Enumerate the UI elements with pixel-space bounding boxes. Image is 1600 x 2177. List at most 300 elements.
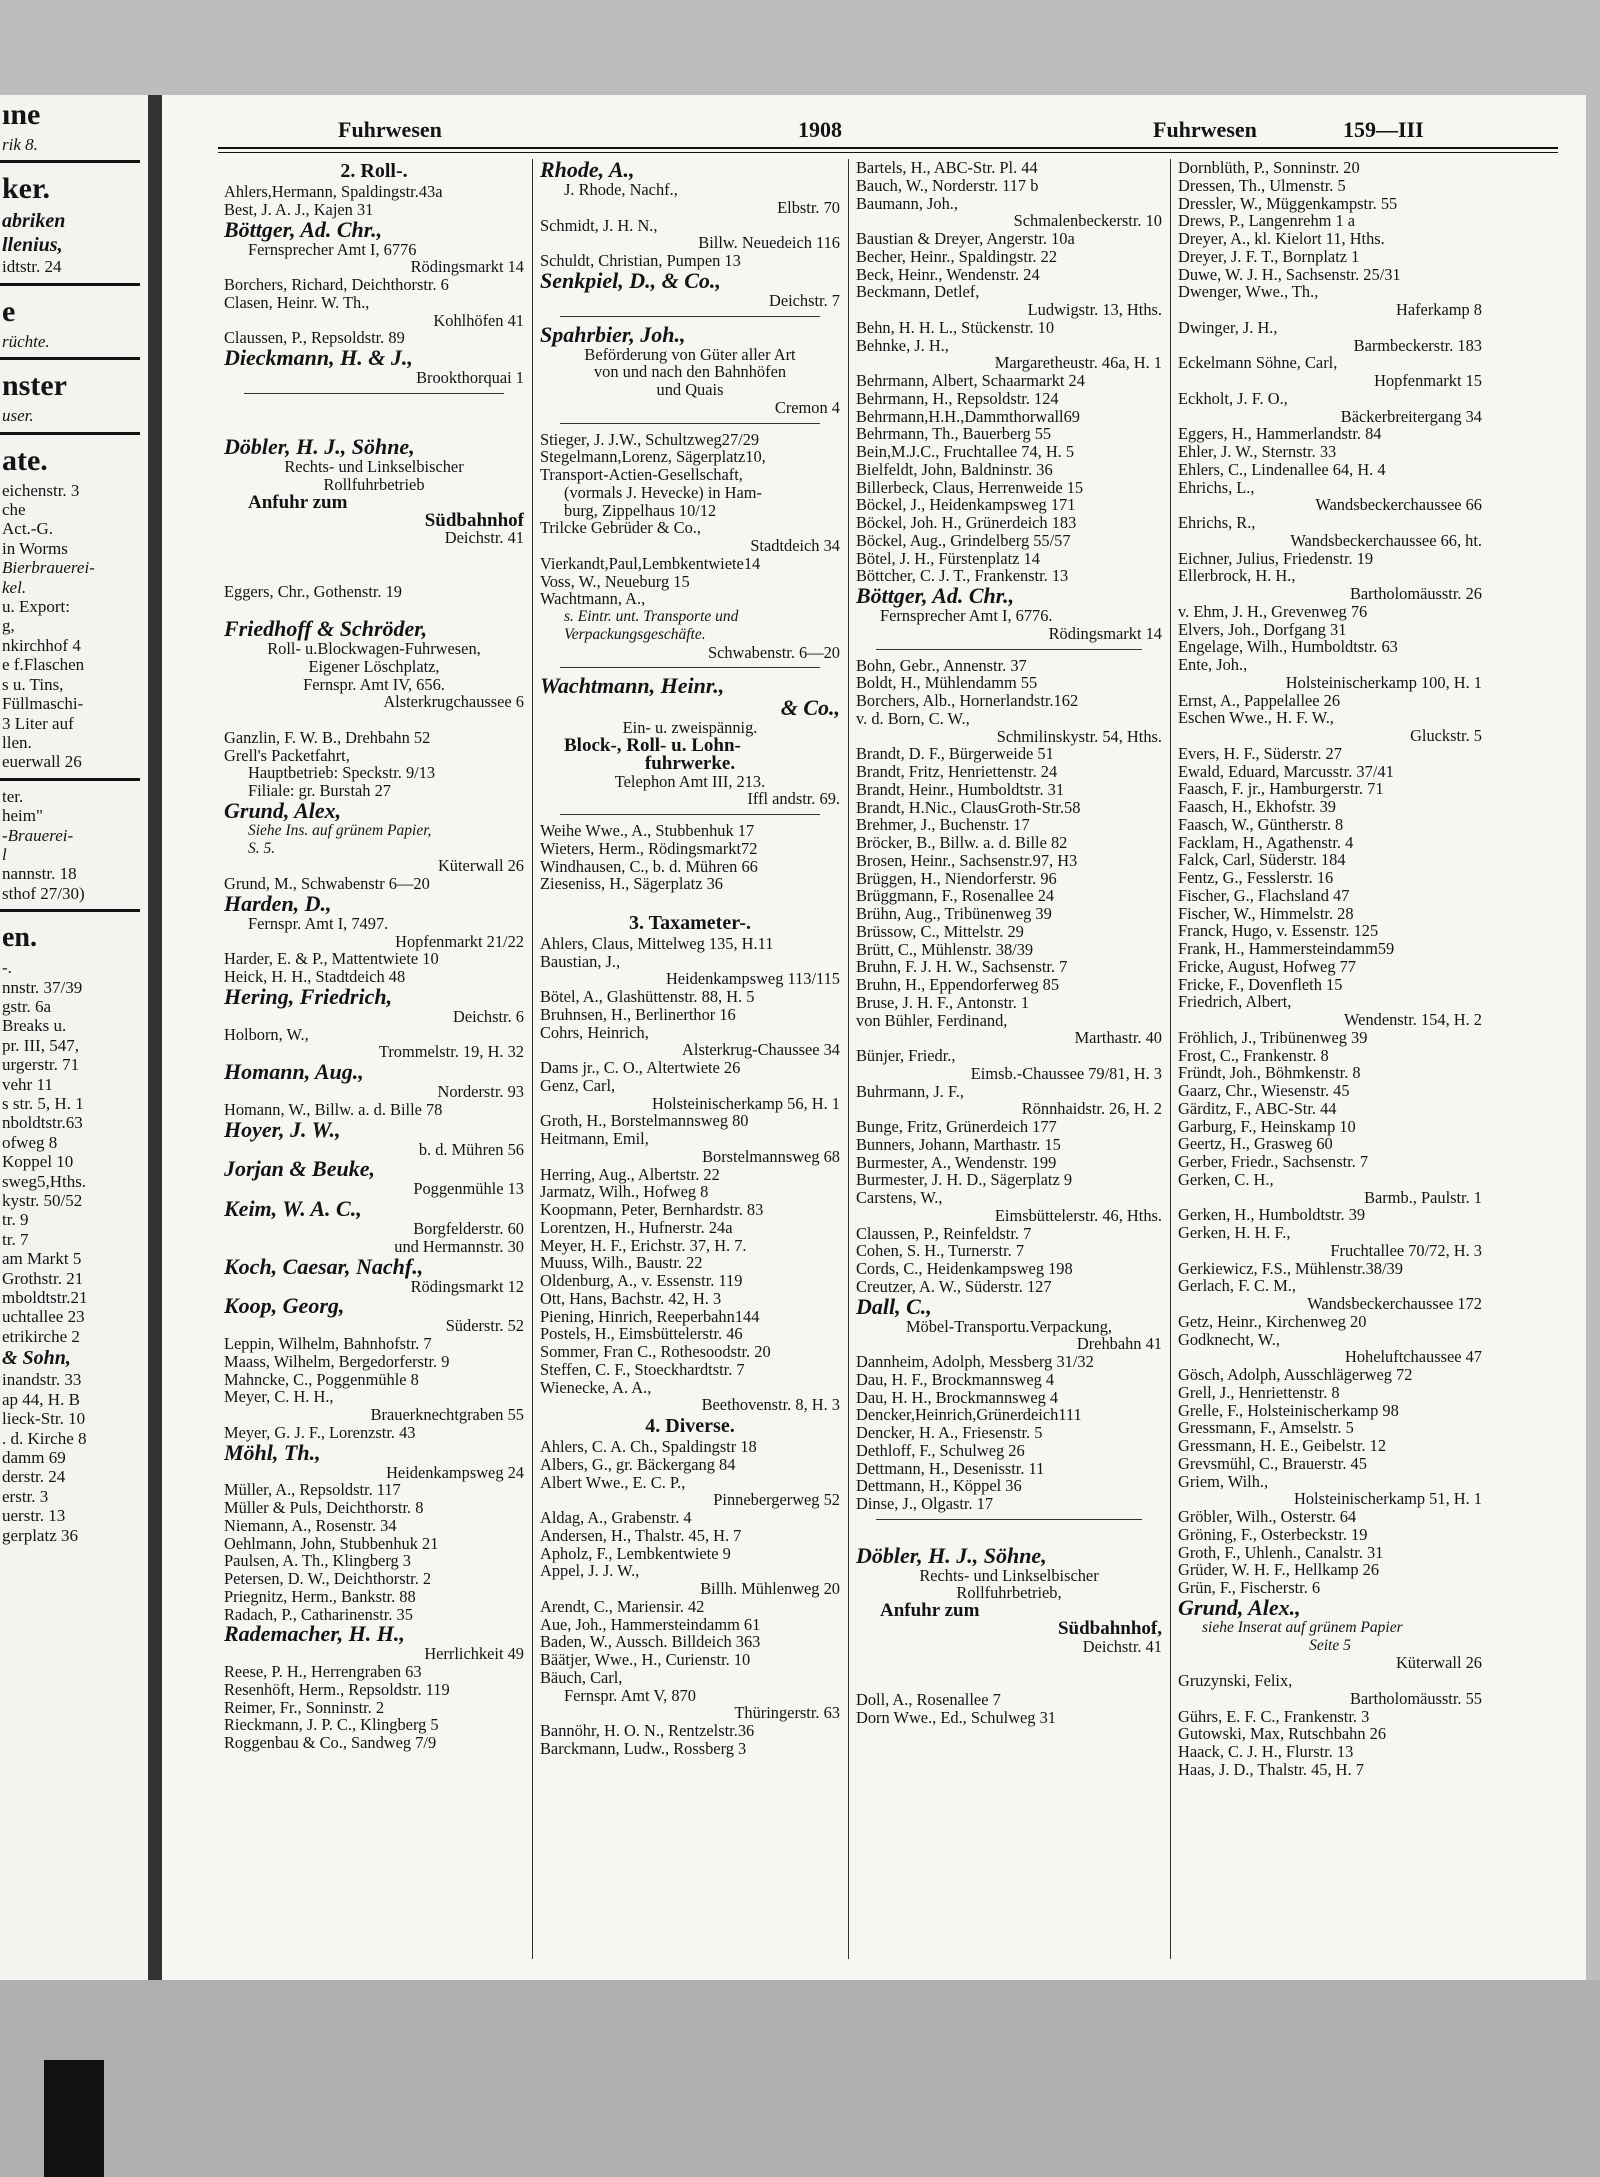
directory-entry: Haas, J. D., Thalstr. 45, H. 7 bbox=[1178, 1759, 1364, 1779]
address-continuation: Deichstr. 41 bbox=[444, 528, 524, 548]
advert-text: Rollfuhrbetrieb bbox=[323, 475, 425, 494]
directory-entry: Ellerbrock, H. H., bbox=[1178, 566, 1296, 586]
directory-entry: Faasch, F. jr., Hamburgerstr. 71 bbox=[1178, 779, 1384, 799]
advert-note: Siehe Ins. auf grünem Papier, bbox=[248, 821, 432, 839]
directory-entry: Heitmann, Emil, bbox=[540, 1129, 649, 1148]
directory-entry: Boldt, H., Mühlendamm 55 bbox=[856, 673, 1038, 693]
directory-entry: Albers, G., gr. Bäckergang 84 bbox=[540, 1454, 736, 1474]
directory-entry: Genz, Carl, bbox=[540, 1075, 616, 1095]
address-continuation: Wendenstr. 154, H. 2 bbox=[1344, 1010, 1482, 1029]
directory-entry: Petersen, D. W., Deichthorstr. 2 bbox=[224, 1569, 432, 1588]
directory-entry: v. d. Born, C. W., bbox=[856, 708, 970, 728]
address-continuation: Schmalenbeckerstr. 10 bbox=[1013, 211, 1162, 231]
address-continuation: Rödingsmarkt 14 bbox=[1048, 623, 1162, 643]
directory-entry: Andersen, H., Thalstr. 45, H. 7 bbox=[540, 1525, 742, 1545]
directory-entry: Leppin, Wilhelm, Bahnhofstr. 7 bbox=[224, 1334, 432, 1353]
directory-entry: Steffen, C. F., Stoeckhardtstr. 7 bbox=[540, 1359, 745, 1379]
section-heading: 3. Taxameter-. bbox=[628, 911, 751, 934]
directory-entry: Appel, J. J. W., bbox=[540, 1561, 640, 1581]
facing-page-line: g, bbox=[2, 616, 15, 636]
directory-entry: Borchers, Richard, Deichthorstr. 6 bbox=[224, 275, 449, 294]
firm-name: Döbler, H. J., Söhne, bbox=[856, 1542, 1047, 1568]
directory-entry: Dams jr., C. O., Altertwiete 26 bbox=[540, 1058, 741, 1077]
facing-page-line: s u. Tins, bbox=[2, 674, 64, 694]
address-continuation: Billw. Neuedeich 116 bbox=[698, 233, 840, 253]
directory-entry: Fröhlich, J., Tribünenweg 39 bbox=[1178, 1027, 1368, 1047]
address-continuation: Pinnebergerweg 52 bbox=[713, 1490, 840, 1510]
directory-entry: Bartels, H., ABC-Str. Pl. 44 bbox=[856, 159, 1038, 177]
directory-entry: Dreyer, J. F. T., Bornplatz 1 bbox=[1178, 246, 1360, 266]
directory-entry: Grevsmühl, C., Brauerstr. 45 bbox=[1178, 1453, 1367, 1473]
separator-rule bbox=[560, 423, 820, 425]
facing-page-line: damm 69 bbox=[2, 1447, 66, 1467]
facing-page-line: erstr. 3 bbox=[2, 1486, 49, 1506]
entry-detail: (vormals J. Hevecke) in Ham- bbox=[564, 482, 762, 502]
address-continuation: Margaretheustr. 46a, H. 1 bbox=[994, 353, 1162, 373]
directory-entry: Dwinger, J. H., bbox=[1178, 317, 1278, 337]
directory-entry: Müller & Puls, Deichthorstr. 8 bbox=[224, 1498, 424, 1517]
directory-entry: Brühn, Aug., Tribünenweg 39 bbox=[856, 904, 1052, 923]
directory-entry: Bannöhr, H. O. N., Rentzelstr.36 bbox=[540, 1721, 755, 1740]
firm-name: Grund, Alex., bbox=[1178, 1594, 1301, 1620]
directory-entry bbox=[224, 547, 524, 565]
directory-entry: Faasch, H., Ekhofstr. 39 bbox=[1178, 797, 1336, 816]
directory-entry: Ahlers,Hermann, Spaldingstr.43a bbox=[224, 182, 443, 201]
facing-page-line: llen. bbox=[2, 732, 32, 752]
address-continuation: Thüringerstr. 63 bbox=[734, 1703, 840, 1723]
directory-entry: Dorn Wwe., Ed., Schulweg 31 bbox=[856, 1707, 1056, 1727]
facing-page-line: eichenstr. 3 bbox=[2, 480, 80, 500]
firm-name: Rhode, A., bbox=[540, 159, 635, 182]
advert-text: Möbel-Transportu.Verpackung, bbox=[905, 1316, 1113, 1336]
firm-name: Koch, Caesar, Nachf., bbox=[224, 1253, 424, 1279]
directory-entry: Bröcker, B., Billw. a. d. Bille 82 bbox=[856, 833, 1068, 852]
facing-page-line: 3 Liter auf bbox=[2, 713, 74, 733]
directory-entry: Brosen, Heinr., Sachsenstr.97, H3 bbox=[856, 850, 1078, 870]
address-continuation: Deichstr. 6 bbox=[452, 1006, 524, 1026]
address-continuation: Brookthorquai 1 bbox=[416, 368, 524, 387]
directory-entry: Burmester, J. H. D., Sägerplatz 9 bbox=[856, 1170, 1073, 1190]
facing-page-line: mboldtstr.21 bbox=[2, 1288, 88, 1308]
separator-rule bbox=[876, 1519, 1142, 1521]
directory-entry: Roggenbau & Co., Sandweg 7/9 bbox=[224, 1733, 437, 1752]
directory-entry: Reese, P. H., Herrengraben 63 bbox=[224, 1662, 422, 1681]
address-continuation: Hoheluftchaussee 47 bbox=[1345, 1347, 1482, 1367]
facing-page-line: & Sohn, bbox=[2, 1347, 71, 1370]
header-rule-thin bbox=[218, 152, 1558, 153]
directory-entry: Eggers, H., Hammerlandstr. 84 bbox=[1178, 424, 1382, 444]
directory-entry: Maass, Wilhelm, Bergedorferstr. 9 bbox=[224, 1351, 450, 1371]
facing-page-line: e f.Flaschen bbox=[2, 655, 85, 675]
advert-text: Roll- u.Blockwagen-Fuhrwesen, bbox=[267, 639, 481, 658]
directory-entry: Falck, Carl, Süderstr. 184 bbox=[1178, 850, 1346, 870]
directory-entry: Gressmann, H. E., Geibelstr. 12 bbox=[1178, 1436, 1387, 1455]
address-continuation: Drehbahn 41 bbox=[1076, 1334, 1162, 1354]
advert-bold: Anfuhr zum bbox=[248, 491, 348, 513]
directory-entry: Geertz, H., Grasweg 60 bbox=[1178, 1134, 1333, 1154]
directory-entry: Aue, Joh., Hammersteindamm 61 bbox=[540, 1614, 761, 1634]
address-continuation: Hopfenmarkt 15 bbox=[1374, 371, 1482, 390]
directory-entry: Behrmann, Th., Bauerberg 55 bbox=[856, 424, 1052, 444]
directory-entry: Engelage, Wilh., Humboldtstr. 63 bbox=[1178, 637, 1398, 657]
address-continuation: Heidenkampsweg 24 bbox=[386, 1462, 524, 1482]
address-continuation: Wandsbeckerchaussee 172 bbox=[1307, 1294, 1482, 1313]
address-continuation: Cremon 4 bbox=[774, 397, 840, 417]
facing-page-line: user. bbox=[2, 406, 34, 426]
directory-entry: Faasch, W., Güntherstr. 8 bbox=[1178, 814, 1344, 834]
scan-margin bbox=[0, 1980, 1600, 2177]
directory-entry: Behrmann,H.H.,Dammthorwall69 bbox=[856, 406, 1080, 426]
facing-page-line: inandstr. 33 bbox=[2, 1370, 82, 1390]
directory-entry: Bauch, W., Norderstr. 117 b bbox=[856, 175, 1039, 195]
facing-page-line: tr. 9 bbox=[2, 1210, 29, 1230]
directory-entry: Drews, P., Langenrehm 1 a bbox=[1178, 211, 1356, 231]
directory-entry: Franck, Hugo, v. Essenstr. 125 bbox=[1178, 921, 1379, 941]
address-continuation: Alsterkrug-Chaussee 34 bbox=[682, 1040, 840, 1060]
directory-entry: Bäuch, Carl, bbox=[540, 1667, 623, 1687]
directory-entry: Beckmann, Detlef, bbox=[856, 282, 980, 302]
directory-entry: Apholz, F., Lembkentwiete 9 bbox=[540, 1543, 731, 1563]
separator-rule bbox=[876, 649, 1142, 651]
directory-entry: Best, J. A. J., Kajen 31 bbox=[224, 199, 374, 219]
entry-detail: Fernsprecher Amt I, 6776 bbox=[248, 239, 417, 259]
directory-entry: Ehlers, C., Lindenallee 64, H. 4 bbox=[1178, 459, 1386, 479]
directory-entry: Gruzynski, Felix, bbox=[1178, 1671, 1293, 1690]
address-continuation: Deichstr. 41 bbox=[1082, 1636, 1162, 1656]
firm-name: Dall, C., bbox=[856, 1293, 932, 1319]
firm-name: Böttger, Ad. Chr., bbox=[224, 216, 383, 242]
address-continuation: Beethovenstr. 8, H. 3 bbox=[701, 1395, 840, 1415]
facing-page-line: Act.-G. bbox=[2, 519, 53, 539]
address-continuation: Brauerknechtgraben 55 bbox=[370, 1405, 524, 1424]
facing-page-line: rüchte. bbox=[2, 331, 50, 351]
directory-entry: Bruhnsen, H., Berlinerthor 16 bbox=[540, 1004, 736, 1024]
firm-name: Senkpiel, D., & Co., bbox=[540, 267, 721, 293]
directory-entry: Brandt, Heinr., Humboldtstr. 31 bbox=[856, 779, 1065, 799]
address-continuation: Trommelstr. 19, H. 32 bbox=[378, 1042, 524, 1062]
directory-entry: Frank, H., Hammersteindamm59 bbox=[1178, 939, 1395, 958]
directory-entry: Arendt, C., Mariensir. 42 bbox=[540, 1596, 705, 1616]
directory-entry: Haack, C. J. H., Flurstr. 13 bbox=[1178, 1742, 1354, 1761]
column-divider bbox=[1170, 159, 1171, 1959]
directory-entry: Eckholt, J. F. O., bbox=[1178, 388, 1288, 408]
address-continuation: b. d. Mühren 56 bbox=[418, 1139, 524, 1159]
firm-name: Wachtmann, Heinr., bbox=[540, 673, 725, 699]
directory-entry: Eckelmann Söhne, Carl, bbox=[1178, 353, 1338, 373]
directory-entry: Holborn, W., bbox=[224, 1024, 309, 1044]
directory-entry: Wieters, Herm., Rödingsmarkt72 bbox=[540, 838, 758, 858]
running-head-right: Fuhrwesen bbox=[1153, 117, 1257, 142]
advert-text: Ein- u. zweispännig. bbox=[622, 718, 758, 738]
directory-entry: von Bühler, Ferdinand, bbox=[856, 1010, 1008, 1030]
directory-entry: Vierkandt,Paul,Lembkentwiete14 bbox=[540, 553, 761, 573]
directory-entry: Meyer, H. F., Erichstr. 37, H. 7. bbox=[540, 1235, 747, 1255]
firm-name: Hering, Friedrich, bbox=[224, 983, 393, 1009]
firm-name: Spahrbier, Joh., bbox=[540, 321, 686, 347]
advert-note: Verpackungsgeschäfte. bbox=[564, 625, 706, 643]
directory-entry: Creutzer, A. W., Süderstr. 127 bbox=[856, 1276, 1052, 1296]
facing-page-line: nkirchhof 4 bbox=[2, 635, 81, 655]
directory-entry: Rieckmann, J. P. C., Klingberg 5 bbox=[224, 1715, 439, 1735]
directory-entry: Burmester, A., Wendenstr. 199 bbox=[856, 1152, 1057, 1172]
directory-entry: Herring, Aug., Albertstr. 22 bbox=[540, 1164, 720, 1184]
directory-entry: Claussen, P., Reinfeldstr. 7 bbox=[856, 1223, 1032, 1243]
advert-bold: Südbahnhof, bbox=[1057, 1617, 1162, 1639]
directory-entry: Mahncke, C., Poggenmühle 8 bbox=[224, 1369, 419, 1389]
address-continuation: Küterwall 26 bbox=[437, 856, 524, 876]
firm-name: Möhl, Th., bbox=[224, 1439, 321, 1465]
facing-page-line: derstr. 24 bbox=[2, 1467, 66, 1487]
directory-entry: Cohen, S. H., Turnerstr. 7 bbox=[856, 1241, 1025, 1261]
facing-page-line: che bbox=[2, 500, 26, 520]
directory-entry bbox=[856, 1655, 1162, 1673]
facing-page-line: l bbox=[2, 844, 7, 864]
directory-entry: Brehmer, J., Buchenstr. 17 bbox=[856, 815, 1030, 835]
rule bbox=[0, 160, 140, 163]
facing-page-line: kystr. 50/52 bbox=[2, 1191, 83, 1211]
running-head-left: Fuhrwesen bbox=[338, 117, 442, 142]
entry-detail: Fernspr. Amt V, 870 bbox=[564, 1685, 696, 1705]
directory-entry: Harder, E. & P., Mattentwiete 10 bbox=[224, 949, 439, 969]
advert-text: Telephon Amt III, 213. bbox=[614, 771, 766, 791]
column-divider bbox=[848, 159, 849, 1959]
directory-entry: Böckel, Aug., Grindelberg 55/57 bbox=[856, 530, 1071, 550]
facing-page-line: Füllmaschi- bbox=[2, 694, 84, 714]
directory-entry: Gröning, F., Osterbeckstr. 19 bbox=[1178, 1524, 1368, 1544]
facing-page-line: ate. bbox=[2, 443, 48, 477]
advert-text: und Quais bbox=[656, 380, 724, 399]
page-header bbox=[218, 117, 1558, 157]
directory-entry: Gaarz, Chr., Wiesenstr. 45 bbox=[1178, 1081, 1350, 1100]
directory-entry: Gerlach, F. C. M., bbox=[1178, 1276, 1296, 1296]
directory-entry: Ott, Hans, Bachstr. 42, H. 3 bbox=[540, 1288, 722, 1308]
directory-entry: Bruhn, F. J. H. W., Sachsenstr. 7 bbox=[856, 957, 1068, 977]
address-continuation: Elbstr. 70 bbox=[777, 197, 840, 217]
directory-entry: Böckel, J., Heidenkampsweg 171 bbox=[856, 495, 1076, 515]
separator-rule bbox=[560, 667, 820, 669]
advert-note: s. Eintr. unt. Transporte und bbox=[564, 608, 739, 625]
address-continuation: Holsteinischerkamp 100, H. 1 bbox=[1285, 672, 1482, 692]
directory-entry: Grüder, W. H. F., Hellkamp 26 bbox=[1178, 1560, 1380, 1580]
entry-detail: Fernspr. Amt I, 7497. bbox=[248, 913, 389, 933]
advert-bold: Block-, Roll- u. Lohn- bbox=[564, 735, 741, 756]
directory-entry: Buhrmann, J. F., bbox=[856, 1081, 964, 1101]
facing-page-line: s str. 5, H. 1 bbox=[2, 1094, 84, 1113]
firm-name: Homann, Aug., bbox=[224, 1059, 364, 1084]
rule bbox=[0, 357, 140, 360]
directory-entry: Behnke, J. H., bbox=[856, 335, 949, 355]
directory-entry: Ewald, Eduard, Marcusstr. 37/41 bbox=[1178, 761, 1394, 781]
directory-entry: Gerken, H. H. F., bbox=[1178, 1223, 1291, 1242]
directory-entry: Gerkiewicz, F.S., Mühlenstr.38/39 bbox=[1178, 1258, 1403, 1278]
entry-detail: Hauptbetrieb: Speckstr. 9/13 bbox=[248, 763, 436, 783]
directory-entry: Cohrs, Heinrich, bbox=[540, 1022, 649, 1042]
directory-entry: Meyer, G. J. F., Lorenzstr. 43 bbox=[224, 1422, 416, 1442]
directory-entry bbox=[224, 401, 524, 419]
directory-entry: Ahlers, C. A. Ch., Spaldingstr 18 bbox=[540, 1437, 757, 1456]
directory-entry: Bötel, J. H., Fürstenplatz 14 bbox=[856, 548, 1040, 568]
facing-page-line: sweg5,Hths. bbox=[2, 1171, 87, 1191]
facing-page-line: uchtallee 23 bbox=[2, 1307, 85, 1327]
facing-page-line: pr. III, 547, bbox=[2, 1035, 79, 1055]
facing-page-line: nannstr. 18 bbox=[2, 864, 77, 884]
column-divider bbox=[532, 159, 533, 1959]
directory-entry: Böckel, Joh. H., Grünerdeich 183 bbox=[856, 513, 1077, 532]
directory-entry: Eschen Wwe., H. F. W., bbox=[1178, 708, 1334, 728]
separator-rule bbox=[244, 393, 504, 395]
address-continuation: Barmbeckerstr. 183 bbox=[1353, 335, 1482, 355]
address-continuation: Eimsb.-Chaussee 79/81, H. 3 bbox=[970, 1063, 1162, 1083]
facing-page-line: sthof 27/30) bbox=[2, 883, 85, 903]
directory-entry bbox=[540, 893, 840, 911]
facing-page-line: nster bbox=[2, 369, 67, 403]
directory-entry: Transport-Actien-Gesellschaft, bbox=[540, 465, 743, 484]
directory-entry bbox=[856, 1527, 1162, 1545]
advert-note: Seite 5 bbox=[1309, 1636, 1351, 1654]
address-continuation: Hopfenmarkt 21/22 bbox=[395, 931, 524, 951]
facing-page-line: u. Export: bbox=[2, 597, 70, 617]
facing-page-line: lieck-Str. 10 bbox=[2, 1409, 86, 1429]
directory-entry: Aldag, A., Grabenstr. 4 bbox=[540, 1508, 692, 1527]
rule bbox=[0, 283, 140, 286]
directory-entry: Borchers, Alb., Hornerlandstr.162 bbox=[856, 691, 1079, 710]
facing-page-line: Grothstr. 21 bbox=[2, 1268, 84, 1288]
directory-entry: Dannheim, Adolph, Messberg 31/32 bbox=[856, 1352, 1094, 1371]
directory-entry: Stegelmann,Lorenz, Sägerplatz10, bbox=[540, 447, 766, 467]
address-continuation: Deichstr. 7 bbox=[768, 290, 840, 310]
facing-page-line: ker. bbox=[2, 172, 51, 206]
directory-entry: Dressen, Th., Ulmenstr. 5 bbox=[1178, 175, 1346, 195]
address-continuation: Borgfelderstr. 60 bbox=[413, 1219, 524, 1238]
facing-page-line: e bbox=[2, 294, 16, 328]
directory-entry: Eggers, Chr., Gothenstr. 19 bbox=[224, 581, 403, 601]
directory-entry: Grün, F., Fischerstr. 6 bbox=[1178, 1578, 1321, 1597]
directory-entry: Dencker,Heinrich,Grünerdeich111 bbox=[856, 1405, 1082, 1425]
advert-text: von und nach den Bahnhöfen bbox=[593, 362, 787, 382]
directory-entry: Groth, F., Uhlenh., Canalstr. 31 bbox=[1178, 1542, 1384, 1562]
firm-name: Dieckmann, H. & J., bbox=[224, 345, 413, 370]
firm-name: Hoyer, J. W., bbox=[224, 1116, 341, 1142]
directory-entry: Friedrich, Albert, bbox=[1178, 992, 1292, 1012]
directory-entry: Voss, W., Neueburg 15 bbox=[540, 571, 690, 591]
year: 1908 bbox=[798, 117, 842, 142]
directory-entry: Bäätjer, Wwe., H., Curienstr. 10 bbox=[540, 1650, 751, 1669]
directory-entry: Niemann, A., Rosenstr. 34 bbox=[224, 1515, 397, 1535]
address-continuation: Bäckerbreitergang 34 bbox=[1340, 406, 1482, 426]
directory-entry: Gressmann, F., Amselstr. 5 bbox=[1178, 1418, 1354, 1438]
rule bbox=[0, 909, 140, 912]
directory-entry: Bötel, A., Glashüttenstr. 88, H. 5 bbox=[540, 987, 755, 1006]
directory-entry: Griem, Wilh., bbox=[1178, 1471, 1269, 1491]
advert-text: Beförderung von Güter aller Art bbox=[584, 344, 796, 364]
directory-entry: Billerbeck, Claus, Herrenweide 15 bbox=[856, 477, 1084, 497]
directory-entry: Elvers, Joh., Dorfgang 31 bbox=[1178, 619, 1347, 639]
directory-entry: Gerken, C. H., bbox=[1178, 1169, 1274, 1189]
directory-entry: Claussen, P., Repsoldstr. 89 bbox=[224, 328, 405, 348]
facing-page-line: in Worms bbox=[2, 538, 68, 558]
address-continuation: Bartholomäusstr. 55 bbox=[1349, 1688, 1482, 1708]
facing-page-line: ter. bbox=[2, 786, 24, 806]
facing-page-line: llenius, bbox=[2, 234, 63, 257]
address-continuation: Poggenmühle 13 bbox=[413, 1179, 524, 1199]
separator-rule bbox=[560, 316, 820, 318]
address-continuation: Wandsbeckerchaussee 66 bbox=[1315, 495, 1482, 515]
address-continuation: Alsterkrugchaussee 6 bbox=[383, 692, 524, 712]
facing-page-line: nnstr. 37/39 bbox=[2, 977, 83, 997]
address-continuation: Ludwigstr. 13, Hths. bbox=[1027, 300, 1162, 319]
directory-entry: Barckmann, Ludw., Rossberg 3 bbox=[540, 1738, 747, 1758]
facing-page-line: am Markt 5 bbox=[2, 1249, 82, 1269]
directory-entry: Evers, H. F., Süderstr. 27 bbox=[1178, 743, 1342, 763]
facing-page-line: etrikirche 2 bbox=[2, 1326, 80, 1346]
firm-name: Koop, Georg, bbox=[224, 1293, 345, 1319]
directory-entry: Baumann, Joh., bbox=[856, 193, 958, 213]
rule bbox=[0, 778, 140, 781]
directory-entry: Baden, W., Aussch. Billdeich 363 bbox=[540, 1632, 761, 1652]
directory-entry: Gröbler, Wilh., Osterstr. 64 bbox=[1178, 1507, 1357, 1526]
directory-entry: Dettmann, H., Köppel 36 bbox=[856, 1476, 1022, 1496]
directory-entry: Brandt, D. F., Bürgerweide 51 bbox=[856, 744, 1054, 764]
directory-entry: Bein,M.J.C., Fruchtallee 74, H. 5 bbox=[856, 442, 1075, 461]
address-continuation: Süderstr. 52 bbox=[445, 1316, 524, 1336]
directory-entry: Brüssow, C., Mittelstr. 29 bbox=[856, 921, 1024, 941]
facing-page-line: Koppel 10 bbox=[2, 1152, 74, 1172]
book-gutter bbox=[148, 95, 162, 1995]
advert-note: S. 5. bbox=[248, 839, 276, 857]
directory-entry: Böttcher, C. J. T., Frankenstr. 13 bbox=[856, 566, 1069, 586]
facing-page-line: nboldtstr.63 bbox=[2, 1113, 83, 1133]
directory-entry bbox=[224, 565, 524, 583]
directory-entry: Brüggmann, F., Rosenallee 24 bbox=[856, 886, 1055, 906]
directory-entry: Homann, W., Billw. a. d. Bille 78 bbox=[224, 1099, 443, 1119]
directory-entry: Eichner, Julius, Friedenstr. 19 bbox=[1178, 548, 1374, 568]
directory-entry: Radach, P., Catharinenstr. 35 bbox=[224, 1604, 413, 1624]
firm-name: Friedhoff & Schröder, bbox=[224, 616, 428, 641]
address-continuation: Borstelmannsweg 68 bbox=[702, 1146, 840, 1166]
directory-entry: Bohn, Gebr., Annenstr. 37 bbox=[856, 655, 1027, 675]
directory-entry: Paulsen, A. Th., Klingberg 3 bbox=[224, 1551, 411, 1571]
facing-page-line: kel. bbox=[2, 577, 27, 597]
address-continuation: Barmb., Paulstr. 1 bbox=[1364, 1187, 1482, 1207]
directory-entry: Windhausen, C., b. d. Mühren 66 bbox=[540, 856, 758, 876]
directory-entry: Trilcke Gebrüder & Co., bbox=[540, 518, 702, 538]
directory-entry: Gührs, E. F. C., Frankenstr. 3 bbox=[1178, 1706, 1370, 1726]
firm-name: Jorjan & Beuke, bbox=[224, 1156, 375, 1182]
facing-page-line: en. bbox=[2, 922, 37, 954]
directory-entry: Zieseniss, H., Sägerplatz 36 bbox=[540, 874, 723, 894]
advert-bold: Südbahnhof bbox=[424, 509, 524, 531]
directory-entry: Cords, C., Heidenkampsweg 198 bbox=[856, 1259, 1073, 1278]
firm-name: & Co., bbox=[780, 695, 840, 721]
directory-entry: Brandt, H.Nic., ClausGroth-Str.58 bbox=[856, 797, 1081, 817]
address-continuation: Kohlhöfen 41 bbox=[433, 310, 524, 330]
directory-entry: Carstens, W., bbox=[856, 1188, 943, 1207]
directory-entry: Albert Wwe., E. C. P., bbox=[540, 1472, 686, 1492]
firm-name: Döbler, H. J., Söhne, bbox=[224, 434, 415, 460]
directory-entry: Frost, C., Frankenstr. 8 bbox=[1178, 1045, 1329, 1065]
directory-entry: Dreyer, A., kl. Kielort 11, Hths. bbox=[1178, 229, 1385, 248]
address-continuation: Bartholomäusstr. 26 bbox=[1349, 584, 1482, 603]
directory-entry: Oldenburg, A., v. Essenstr. 119 bbox=[540, 1271, 743, 1290]
directory-entry: Müller, A., Repsoldstr. 117 bbox=[224, 1480, 401, 1500]
separator-rule bbox=[560, 814, 820, 816]
facing-page-line: idtstr. 24 bbox=[2, 257, 62, 277]
directory-entry: Schuldt, Christian, Pumpen 13 bbox=[540, 251, 741, 270]
directory-page bbox=[162, 95, 1586, 1980]
facing-page-line: rik 8. bbox=[2, 135, 38, 154]
address-continuation: Billh. Mühlenweg 20 bbox=[700, 1579, 840, 1598]
directory-entry: Brandt, Fritz, Henriettenstr. 24 bbox=[856, 762, 1058, 781]
